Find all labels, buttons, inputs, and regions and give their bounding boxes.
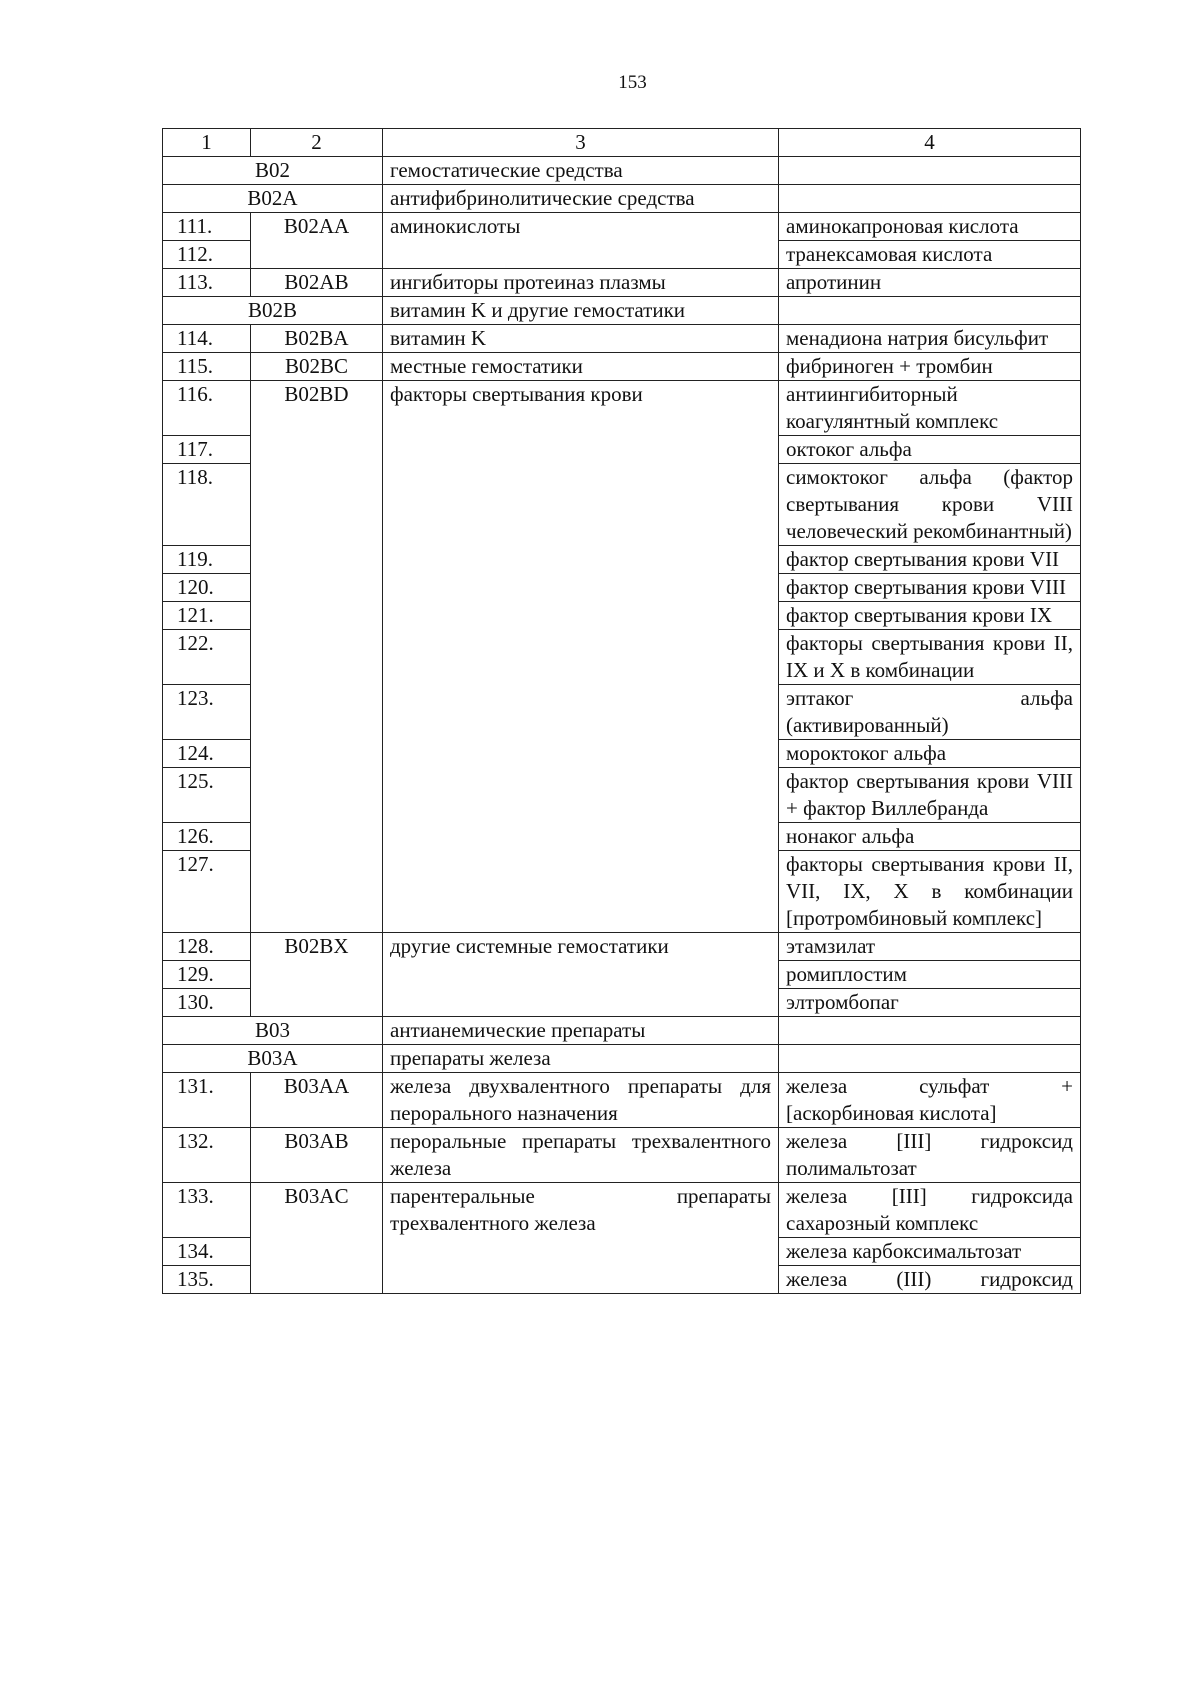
drug-name: ромиплостим: [779, 961, 1081, 989]
row-number: 124.: [163, 740, 251, 768]
group-code: B02: [163, 157, 383, 185]
row-number: 111.: [163, 213, 251, 241]
drug-name: фибриноген + тромбин: [779, 353, 1081, 381]
row-number: 131.: [163, 1073, 251, 1128]
row-number: 113.: [163, 269, 251, 297]
drug-name: фактор свертывания крови VII: [779, 546, 1081, 574]
group-name: препараты железа: [383, 1045, 779, 1073]
table-row: [163, 269, 1081, 297]
group-name: витамин K и другие гемостатики: [383, 297, 779, 325]
group-code: B03: [163, 1017, 383, 1045]
row-number: 116.: [163, 381, 251, 436]
drug-name: эптаког альфа (активированный): [779, 685, 1081, 740]
empty-cell: [779, 1045, 1081, 1073]
table-row: [163, 1073, 1081, 1128]
subgroup-code: B02AB: [251, 269, 383, 297]
group-code: B03A: [163, 1045, 383, 1073]
table-row: [163, 213, 1081, 241]
group-row-b02b: [163, 297, 1081, 325]
row-number: 115.: [163, 353, 251, 381]
subgroup-code: B02BX: [251, 933, 383, 1017]
subgroup-name: парентеральные препараты трехвалентного железа: [383, 1183, 779, 1294]
row-number: 135.: [163, 1266, 251, 1294]
drug-name: фактор свертывания крови VIII + фактор Виллебранда: [779, 768, 1081, 823]
subgroup-name: другие системные гемостатики: [383, 933, 779, 1017]
group-row-b02: [163, 157, 1081, 185]
row-number: 132.: [163, 1128, 251, 1183]
subgroup-name: пероральные препараты трехвалентного железа: [383, 1128, 779, 1183]
row-number: 123.: [163, 685, 251, 740]
drug-name: фактор свертывания крови VIII: [779, 574, 1081, 602]
row-number: 129.: [163, 961, 251, 989]
drug-name: железа сульфат + [аскорбиновая кислота]: [779, 1073, 1081, 1128]
row-number: 119.: [163, 546, 251, 574]
table-row: [163, 1183, 1081, 1238]
drug-name: этамзилат: [779, 933, 1081, 961]
subgroup-code: B03AC: [251, 1183, 383, 1294]
row-number: 126.: [163, 823, 251, 851]
drug-name: факторы свертывания крови II, IX и X в комбинации: [779, 630, 1081, 685]
row-number: 112.: [163, 241, 251, 269]
subgroup-code: B03AA: [251, 1073, 383, 1128]
row-number: 133.: [163, 1183, 251, 1238]
empty-cell: [779, 185, 1081, 213]
row-number: 128.: [163, 933, 251, 961]
group-row-b03a: [163, 1045, 1081, 1073]
drug-name: элтромбопаг: [779, 989, 1081, 1017]
header-col-1: 1: [163, 129, 251, 157]
drug-name: железа (III) гидроксид: [779, 1266, 1081, 1294]
group-name: гемостатические средства: [383, 157, 779, 185]
subgroup-code: B02AA: [251, 213, 383, 269]
drug-name: нонаког альфа: [779, 823, 1081, 851]
subgroup-name: факторы свертывания крови: [383, 381, 779, 933]
row-number: 121.: [163, 602, 251, 630]
group-name: антианемические препараты: [383, 1017, 779, 1045]
drug-name: железа [III] гидроксид полимальтозат: [779, 1128, 1081, 1183]
group-row-b03: [163, 1017, 1081, 1045]
empty-cell: [779, 157, 1081, 185]
table-row: [163, 933, 1081, 961]
group-code: B02B: [163, 297, 383, 325]
group-row-b02a: [163, 185, 1081, 213]
subgroup-code: B02BA: [251, 325, 383, 353]
drug-name: менадиона натрия бисульфит: [779, 325, 1081, 353]
row-number: 118.: [163, 464, 251, 546]
empty-cell: [779, 1017, 1081, 1045]
header-col-3: 3: [383, 129, 779, 157]
subgroup-name: железа двухвалентного препараты для перорального назначения: [383, 1073, 779, 1128]
drug-name: железа [III] гидроксида сахарозный комплекс: [779, 1183, 1081, 1238]
drug-name: мороктоког альфа: [779, 740, 1081, 768]
drug-name: апротинин: [779, 269, 1081, 297]
row-number: 120.: [163, 574, 251, 602]
table-row: [163, 353, 1081, 381]
drug-name: фактор свертывания крови IX: [779, 602, 1081, 630]
row-number: 125.: [163, 768, 251, 823]
table-row: [163, 381, 1081, 436]
row-number: 127.: [163, 851, 251, 933]
table-header-row: [163, 129, 1081, 157]
empty-cell: [779, 297, 1081, 325]
subgroup-name: местные гемостатики: [383, 353, 779, 381]
drug-name: факторы свертывания крови II, VII, IX, X в комбинации [протромбиновый комплекс]: [779, 851, 1081, 933]
row-number: 122.: [163, 630, 251, 685]
subgroup-name: аминокислоты: [383, 213, 779, 269]
table-row: [163, 325, 1081, 353]
medicines-table: [162, 128, 1081, 1294]
subgroup-name: витамин K: [383, 325, 779, 353]
group-name: антифибринолитические средства: [383, 185, 779, 213]
subgroup-name: ингибиторы протеиназ плазмы: [383, 269, 779, 297]
header-col-2: 2: [251, 129, 383, 157]
row-number: 114.: [163, 325, 251, 353]
drug-name: железа карбоксимальтозат: [779, 1238, 1081, 1266]
group-code: B02A: [163, 185, 383, 213]
table-row: [163, 1128, 1081, 1183]
subgroup-code: B02BC: [251, 353, 383, 381]
page-number: 153: [618, 72, 647, 93]
subgroup-code: B02BD: [251, 381, 383, 933]
header-col-4: 4: [779, 129, 1081, 157]
drug-name: транексамовая кислота: [779, 241, 1081, 269]
row-number: 134.: [163, 1238, 251, 1266]
row-number: 130.: [163, 989, 251, 1017]
subgroup-code: B03AB: [251, 1128, 383, 1183]
drug-name: антиингибиторный коагулянтный комплекс: [779, 381, 1081, 436]
drug-name: симоктоког альфа (фактор свертывания крови VIII человеческий рекомбинантный): [779, 464, 1081, 546]
drug-name: аминокапроновая кислота: [779, 213, 1081, 241]
drug-name: октоког альфа: [779, 436, 1081, 464]
row-number: 117.: [163, 436, 251, 464]
